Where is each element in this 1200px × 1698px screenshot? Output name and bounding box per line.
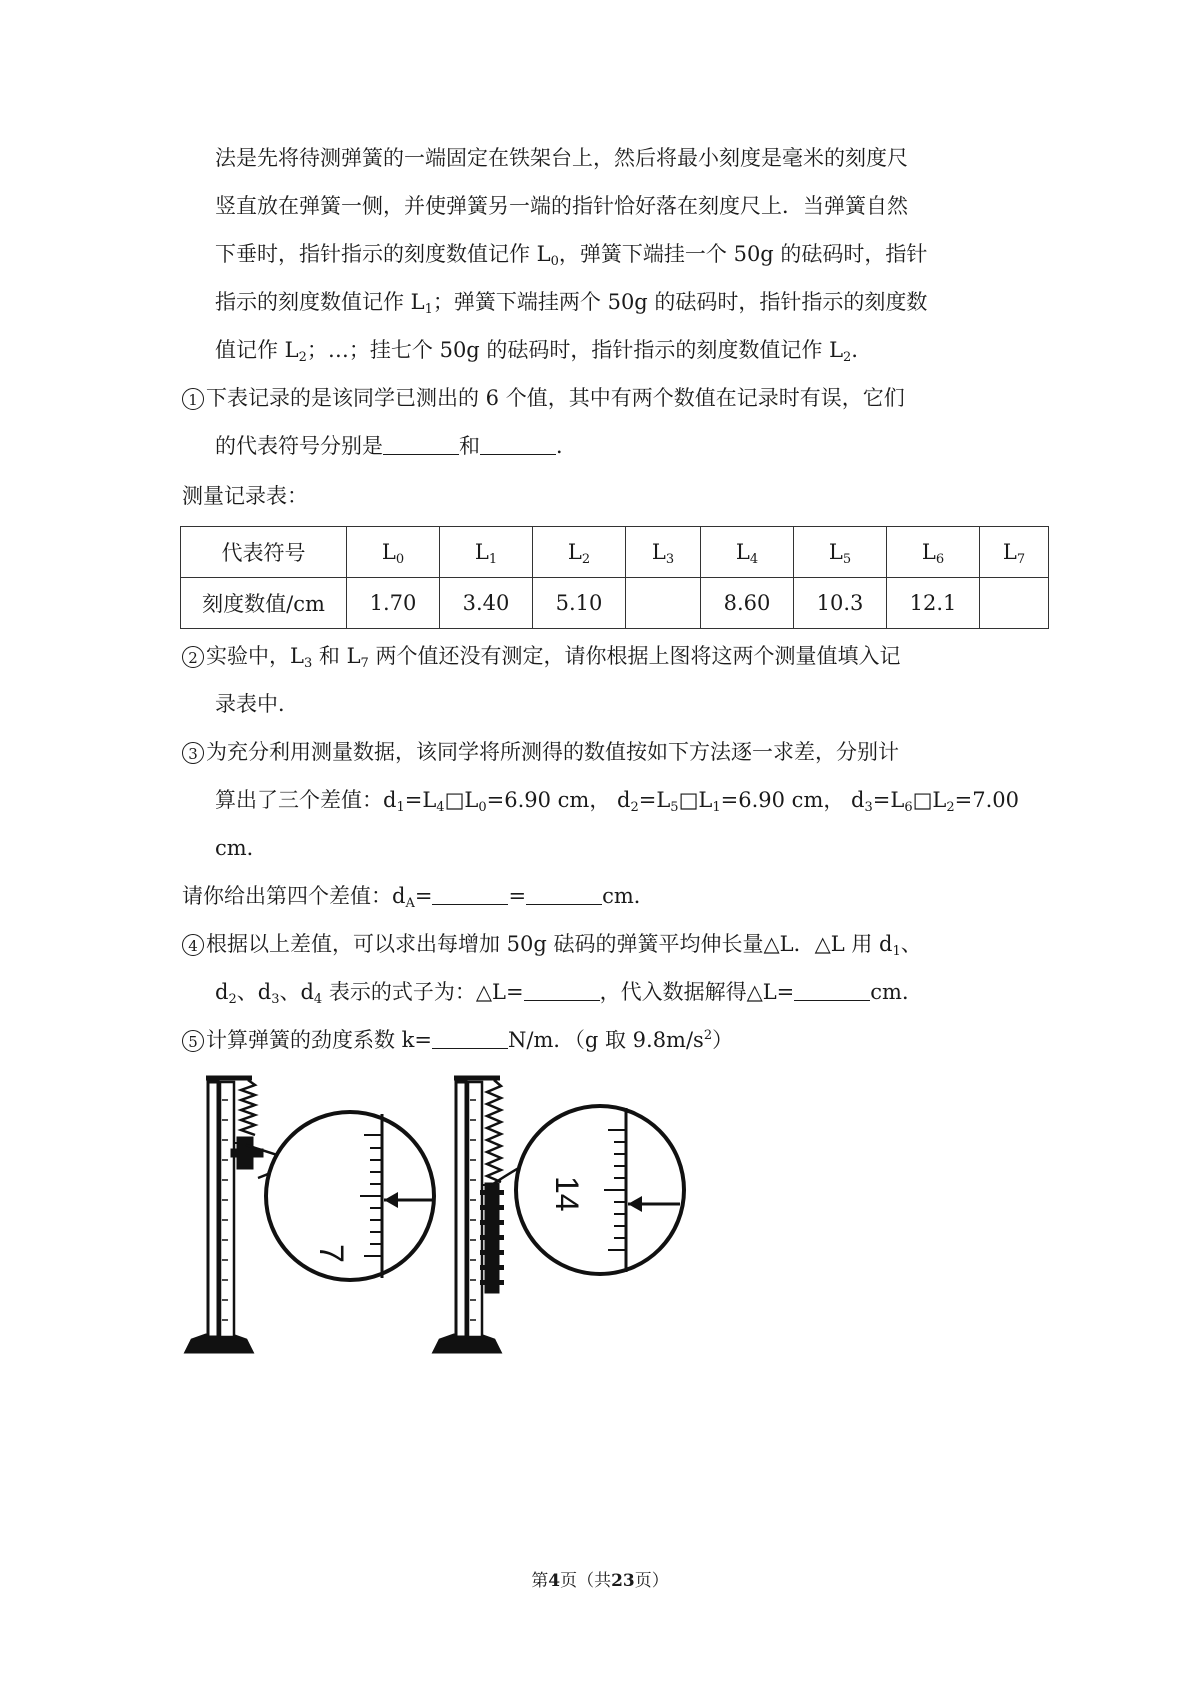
question-3-line-2: 算出了三个差值：$d_1=L_4□L_0=6.90$ cm， $d_2=L_5□L_1=6.90$ cm， $d_3=L_6□L_2=7.00$ (215, 788, 1020, 815)
intro-line-3: 下垂时，指针指示的刻度数值记作 $L_0$，弹簧下端挂一个 50g 的砝码时，指针 (215, 242, 928, 269)
question-4-line-2: $d_2$、$d_3$、$d_4$ 表示的式子为：△L= ，代入数据解得△L= cm． (215, 980, 923, 1007)
page-footer: 第4页（共23页） (531, 1571, 669, 1591)
table-cell-value: 8.60 (701, 578, 794, 629)
question-2-line-2: 录表中． (215, 692, 299, 716)
question-3-fourth-difference: 请你给出第四个差值：$d_A=$ = cm． (182, 884, 655, 911)
question-number-4: 4 (182, 934, 204, 956)
table-cell-symbol: $L_7$ (980, 527, 1049, 578)
table-cell-value: 10.3 (794, 578, 887, 629)
intro-line-2: 竖直放在弹簧一侧，并使弹簧另一端的指针恰好落在刻度尺上．当弹簧自然 (215, 194, 908, 218)
table-cell-symbol: $L_4$ (701, 527, 794, 578)
right-magnifier (490, 1106, 684, 1274)
question-3-line-1: 3 为充分利用测量数据，该同学将所测得的数值按如下方法逐一求差，分别计 (182, 740, 899, 764)
left-apparatus (186, 1078, 262, 1352)
question-number-1: 1 (182, 388, 204, 410)
table-cell-symbol: $L_3$ (626, 527, 701, 578)
question-5: 5 计算弹簧的劲度系数 k= N/m．（g 取 $9.8m/s^2$） (182, 1028, 733, 1052)
table-header-value: 刻度数值/cm (181, 578, 347, 629)
table-title: 测量记录表： (182, 484, 308, 508)
question-1-line-1: 1 下表记录的是该同学已测出的 6 个值，其中有两个数值在记录时有误，它们 (182, 386, 905, 410)
right-apparatus (434, 1078, 504, 1352)
question-number-5: 5 (182, 1030, 204, 1052)
table-cell-symbol: $L_0$ (347, 527, 440, 578)
question-number-2: 2 (182, 646, 204, 668)
question-3-line-3: cm． (215, 836, 268, 860)
intro-line-5: 值记作 $L_2$；…；挂七个 50g 的砝码时，指针指示的刻度数值记作 $L_2$． (215, 338, 873, 365)
question-4-line-1: 4 根据以上差值，可以求出每增加 50g 砝码的弹簧平均伸长量△L．△L 用 $d_1$、 (182, 932, 922, 956)
intro-line-4: 指示的刻度数值记作 $L_1$；弹簧下端挂两个 50g 的砝码时，指针指示的刻度数 (215, 290, 928, 317)
question-2-line-1: 2 实验中，$L_3$ 和 $L_7$ 两个值还没有测定，请你根据上图将这两个测量值填入记 (182, 644, 901, 668)
table-cell-value: 12.1 (887, 578, 980, 629)
left-ruler-label: 7 (312, 1244, 350, 1263)
question-number-3: 3 (182, 742, 204, 764)
question-1-line-2: 的代表符号分别是 和 ． (215, 434, 577, 458)
table-cell-value: 3.40 (440, 578, 533, 629)
intro-line-1: 法是先将待测弹簧的一端固定在铁架台上，然后将最小刻度是毫米的刻度尺 (215, 146, 908, 170)
table-header-symbol: 代表符号 (181, 527, 347, 578)
right-ruler-label: 14 (549, 1176, 585, 1212)
table-cell-value: 5.10 (533, 578, 626, 629)
table-cell-symbol: $L_6$ (887, 527, 980, 578)
table-cell-symbol: $L_2$ (533, 527, 626, 578)
table-cell-symbol: $L_1$ (440, 527, 533, 578)
table-cell-value: 1.70 (347, 578, 440, 629)
table-cell-symbol: $L_5$ (794, 527, 887, 578)
